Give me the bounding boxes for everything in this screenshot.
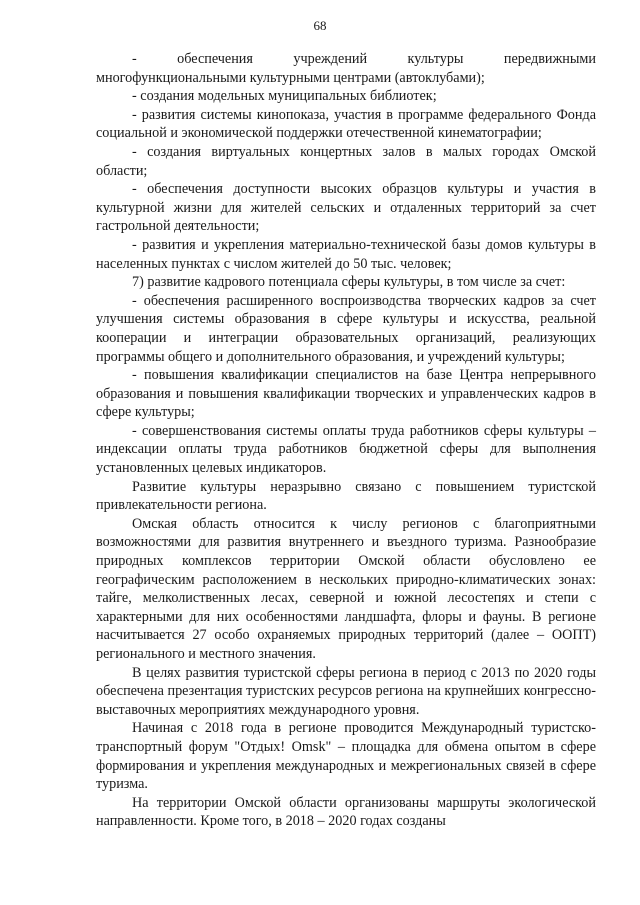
paragraph: Начиная с 2018 года в регионе проводится Международный туристско-транспортный форум "Отдых! Omsk" – площадка для обмена опытом в сфере формирования и укрепления международных и межрегиональных связей в сфере туризма.	[96, 720, 596, 793]
paragraph: - создания виртуальных концертных залов в малых городах Омской области;	[96, 143, 596, 179]
paragraph: - обеспечения расширенного воспроизводства творческих кадров за счет улучшения системы образования в сфере культуры и искусства, реальной кооперации и интеграции образовательных организаций, реализующих программы общего и дополнительного образования, и учреждений культуры;	[96, 292, 596, 365]
page-number: 68	[313, 18, 327, 33]
paragraph: - совершенствования системы оплаты труда работников сферы культуры – индексации оплаты труда работников бюджетной сферы для выполнения установленных целевых индикаторов.	[96, 422, 596, 477]
paragraph: - развития и укрепления материально-технической базы домов культуры в населенных пунктах с числом жителей до 50 тыс. человек;	[96, 236, 596, 272]
paragraph: В целях развития туристской сферы региона в период с 2013 по 2020 годы обеспечена презентация туристских ресурсов региона на крупнейших конгрессно-выставочных мероприятиях международного уровня.	[96, 664, 596, 718]
paragraph: Развитие культуры неразрывно связано с повышением туристской привлекательности региона.	[96, 478, 596, 514]
paragraph: - обеспечения учреждений культуры передвижными многофункциональными культурными центрами (автоклубами);	[96, 51, 596, 86]
paragraph: На территории Омской области организованы маршруты экологической направленности. Кроме того, в 2018 – 2020 годах созданы	[96, 794, 596, 830]
paragraph: - развития системы кинопоказа, участия в программе федерального Фонда социальной и экономической поддержки отечественной кинематографии;	[96, 106, 596, 142]
paragraph: - повышения квалификации специалистов на базе Центра непрерывного образования и повышения квалификации творческих и управленческих кадров в сфере культуры;	[96, 367, 596, 421]
paragraph: Омская область относится к числу регионов с благоприятными возможностями для развития внутреннего и въездного туризма. Разнообразие природных комплексов территории Омской области обусловлено ее географическим расположением в нескольких природно-климатических зонах: тайге, мелколиственных лесах, северной и южной лесостепях и степи с характерными для них особенностями ландшафта, флоры и фауны. В регионе насчитывается 27 особо охраняемых природных территорий (далее – ООПТ) регионального и местного значения.	[96, 515, 596, 662]
paragraph: - обеспечения доступности высоких образцов культуры и участия в культурной жизни для жителей сельских и отдаленных территорий за счет гастрольной деятельности;	[96, 181, 596, 235]
paragraph: 7) развитие кадрового потенциала сферы культуры, в том числе за счет:	[132, 274, 566, 291]
paragraph: - создания модельных муниципальных библиотек;	[132, 88, 437, 105]
document-body	[96, 50, 596, 831]
